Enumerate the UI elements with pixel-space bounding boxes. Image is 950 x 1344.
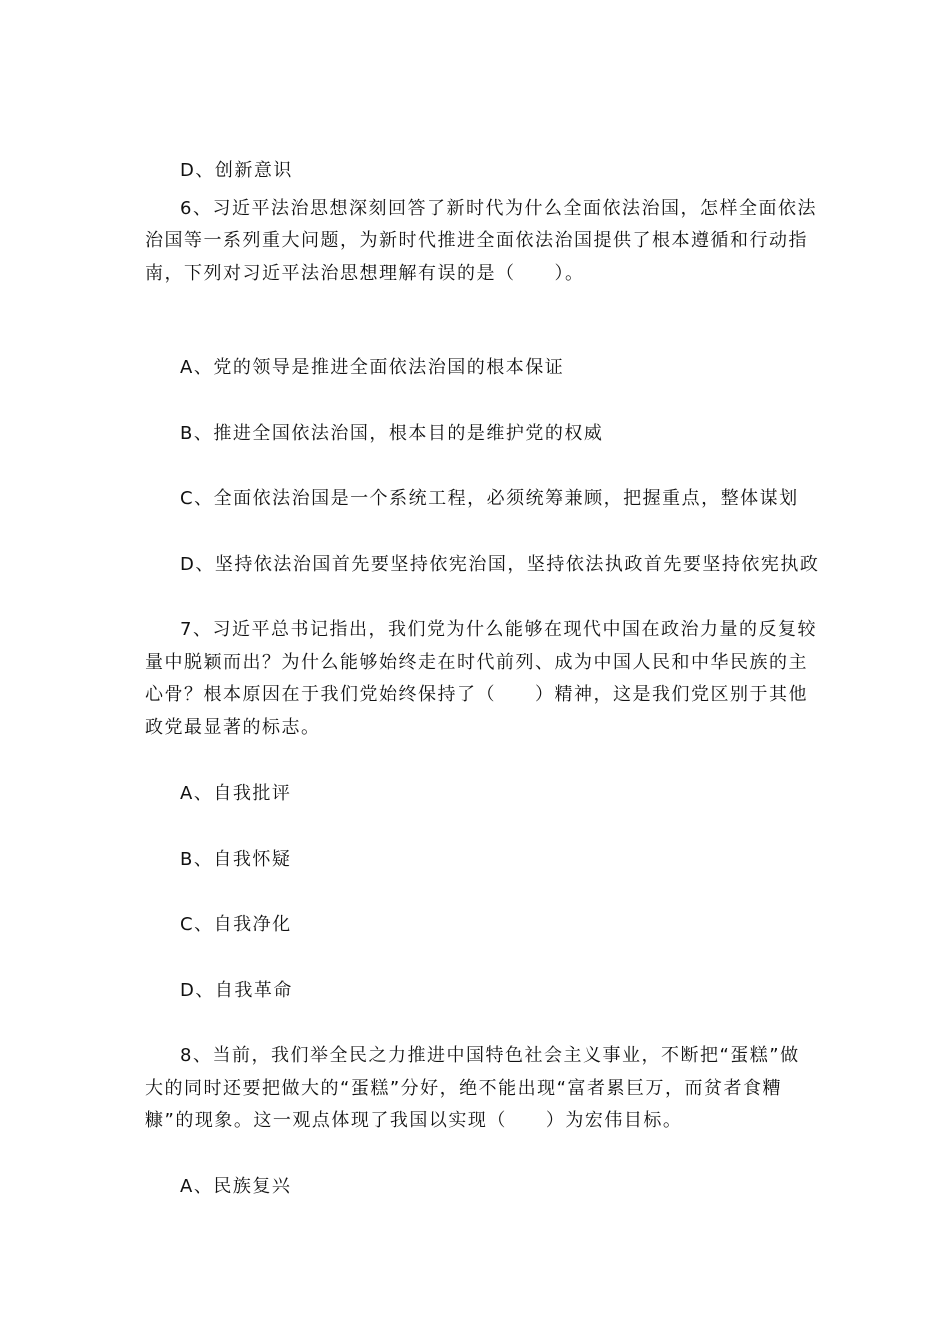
q6-stem-line-3: 南，下列对习近平法治思想理解有误的是（ ）。 xyxy=(145,263,585,284)
q7-option-c: C、自我净化 xyxy=(180,914,292,935)
q8-option-a: A、民族复兴 xyxy=(180,1176,292,1197)
q7-stem-line-1: 7、习近平总书记指出，我们党为什么能够在现代中国在政治力量的反复较 xyxy=(180,619,817,640)
q5-option-d: D、创新意识 xyxy=(180,160,293,181)
q7-option-b: B、自我怀疑 xyxy=(180,849,292,870)
q7-option-d: D、自我革命 xyxy=(180,980,293,1001)
q8-stem-line-1: 8、当前，我们举全民之力推进中国特色社会主义事业，不断把“蛋糕”做 xyxy=(180,1045,800,1066)
q6-stem-line-1: 6、习近平法治思想深刻回答了新时代为什么全面依法治国，怎样全面依法 xyxy=(180,198,817,219)
q6-option-c: C、全面依法治国是一个系统工程，必须统筹兼顾，把握重点，整体谋划 xyxy=(180,488,799,509)
q7-stem-line-2: 量中脱颖而出？为什么能够始终走在时代前列、成为中国人民和中华民族的主 xyxy=(145,652,808,673)
q7-stem-line-4: 政党最显著的标志。 xyxy=(145,717,321,738)
q6-stem-line-2: 治国等一系列重大问题，为新时代推进全面依法治国提供了根本遵循和行动指 xyxy=(145,230,808,251)
q8-stem-line-2: 大的同时还要把做大的“蛋糕”分好，绝不能出现“富者累巨万，而贫者食糟 xyxy=(145,1078,782,1099)
q6-option-d: D、坚持依法治国首先要坚持依宪治国，坚持依法执政首先要坚持依宪执政 xyxy=(180,554,820,575)
q6-option-b: B、推进全国依法治国，根本目的是维护党的权威 xyxy=(180,423,604,444)
q6-option-a: A、党的领导是推进全面依法治国的根本保证 xyxy=(180,357,565,378)
q7-stem-line-3: 心骨？根本原因在于我们党始终保持了（ ）精神，这是我们党区别于其他 xyxy=(145,684,808,705)
q8-stem-line-3: 糠”的现象。这一观点体现了我国以实现（ ）为宏伟目标。 xyxy=(145,1110,683,1131)
q7-option-a: A、自我批评 xyxy=(180,783,292,804)
